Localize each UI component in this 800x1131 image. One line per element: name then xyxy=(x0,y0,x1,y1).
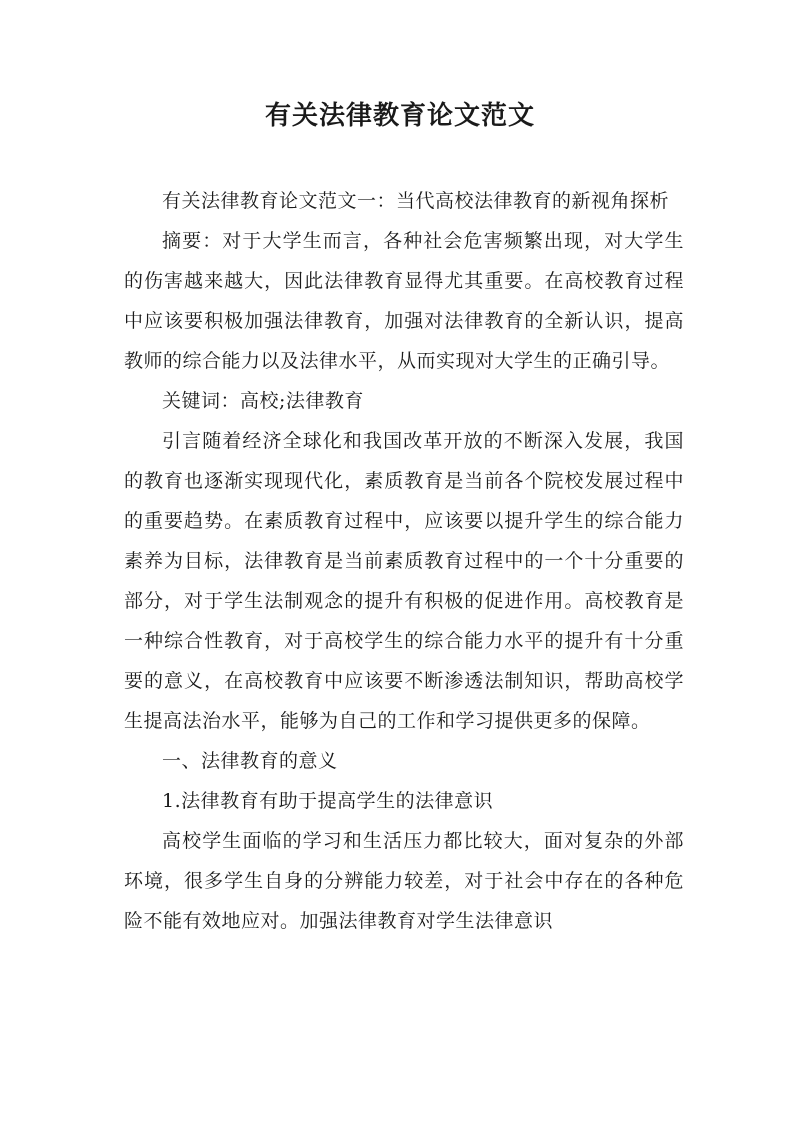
paragraph-abstract: 摘要：对于大学生而言，各种社会危害频繁出现，对大学生的伤害越来越大，因此法律教育显得尤其重要。在高校教育过程中应该要积极加强法律教育，加强对法律教育的全新认识，提高教师的综合能力以及法律水平，从而实现对大学生的正确引导。 xyxy=(124,230,684,372)
paragraph-body: 高校学生面临的学习和生活压力都比较大，面对复杂的外部环境，很多学生自身的分辨能力较差，对于社会中存在的各种危险不能有效地应对。加强法律教育对学生法律意识 xyxy=(124,830,684,932)
document-title: 有关法律教育论文范文 xyxy=(264,101,535,131)
section-heading: 一、法律教育的意义 xyxy=(162,750,338,772)
paragraph-subtitle: 有关法律教育论文范文一：当代高校法律教育的新视角探析 xyxy=(162,190,670,212)
paragraph-introduction: 引言随着经济全球化和我国改革开放的不断深入发展，我国的教育也逐渐实现现代化，素质教育是当前各个院校发展过程中的重要趋势。在素质教育过程中，应该要以提升学生的综合能力素养为目标，法律教育是当前素质教育过程中的一个十分重要的部分，对于学生法制观念的提升有积极的促进作用。高校教育是一种综合性教育，对于高校学生的综合能力水平的提升有十分重要的意义，在高校教育中应该要不断渗透法制知识，帮助高校学生提高法治水平，能够为自己的工作和学习提供更多的保障。 xyxy=(124,430,684,732)
subsection-heading: 1.法律教育有助于提高学生的法律意识 xyxy=(162,790,494,812)
document-body xyxy=(124,181,684,941)
paragraph-keywords: 关键词：高校;法律教育 xyxy=(162,390,364,412)
